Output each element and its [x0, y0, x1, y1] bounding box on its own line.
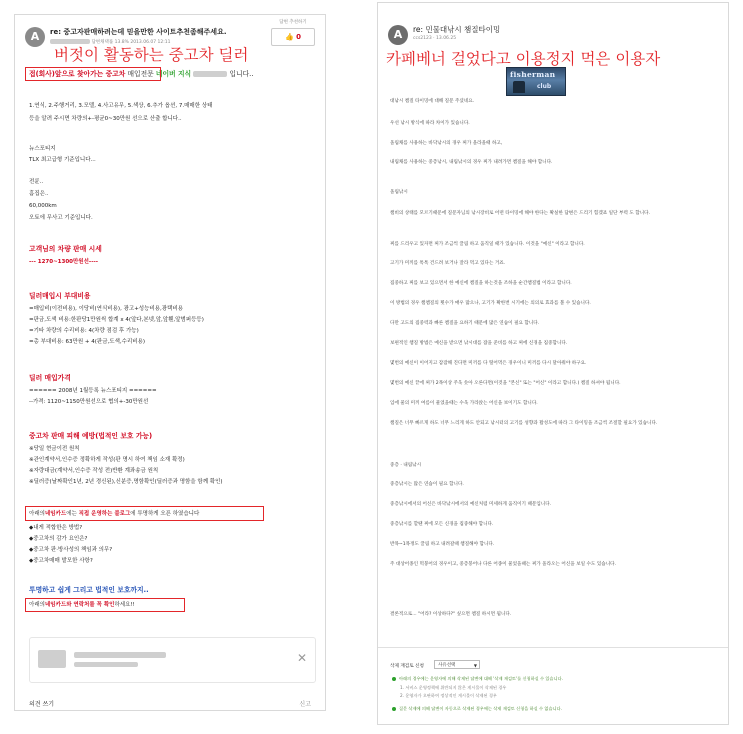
fraud-line: ※관인계약서,인수증 정확하게 작성(판 명시 하여 책임 소재 확정)	[29, 457, 185, 463]
closing-prefix: 아래의	[29, 602, 45, 608]
fisherman-figure-icon	[513, 81, 525, 93]
blurred-photo	[38, 650, 66, 668]
report-link[interactable]: 신고	[299, 701, 311, 708]
blog-bullet: ◆중고차매매 발모한 사항?	[29, 558, 93, 564]
divider	[378, 647, 728, 648]
cost-line: =매입비(이전비용), 이당비(연식비용), 광고+성능비용,광택비용	[29, 306, 184, 312]
answer-title: re: 민물대낚시 챔질타이밍	[413, 25, 501, 34]
left-answer-panel	[14, 14, 326, 711]
section-heading: 고객님의 차량 판매 시세	[29, 245, 102, 253]
cost-line: =기타 차량의 수리비용: 4(차량 점검 후 가능)	[29, 328, 139, 334]
blurred-info	[74, 662, 138, 667]
delete-note-item: 2. 운영자가 오판하여 정상적인 게시물이 삭제된 경우	[400, 693, 497, 698]
delete-note-item: 1. 서비스 운영정책에 위반되지 않은 게시물이 삭제된 경우	[400, 685, 507, 690]
fraud-line: ※자량대금(계약서,인수증 작성 전)반환 계좌송금 원칙	[29, 468, 159, 474]
para2-line: 흠집은..	[29, 191, 49, 197]
section-heading: 딜러 매입가격	[29, 374, 71, 382]
answer-paragraph: 우선 낚시 방식에 따라 차이가 있습니다.	[390, 121, 470, 126]
answer-paragraph: 주 대상어종인 떡붕어의 경우이고, 중층붕어나 다른 어종이 물었을때는 찌가 올라오는 어신을 보일 수도 있습니다.	[390, 562, 617, 567]
banner-line2: club	[537, 83, 552, 90]
answer-paragraph: 다만 고도의 집중력과 빠른 챔질을 요하기 때문에 많은 연습이 필요 합니다.	[390, 321, 540, 326]
answer-conclusion: 결론적으로... "어라? 이상하다?" 싶으면 챔질 하시면 됩니다.	[390, 612, 512, 617]
answer-paragraph: 중층낚시에서의 어신은 바닥낚시에서의 예신처럼 미세하게 움직이기 때문입니다.	[390, 502, 552, 507]
fraud-line: ※당일 현금이전 원칙	[29, 446, 80, 452]
para2-line: 뉴스포티지	[29, 146, 56, 152]
answer-paragraph: 몇번의 예신 끝에 찌가 2목이상 주욱 솟아 오른다면(이것을 "본신" 또는 "어신" 이라고 합니다.) 챔질 하셔야 됩니다.	[390, 381, 621, 386]
blog-middle: 에는	[66, 511, 77, 517]
blog-bullet: ◆중고차 판·방사성의 책임과 의무?	[29, 547, 113, 553]
right-answer-panel	[377, 2, 729, 725]
answer-subheading: 중층 · 내림낚시	[390, 463, 422, 468]
left-overlay-caption: 버젓이 활동하는 중고차 딜러	[54, 46, 249, 64]
closing-suffix: 하세요!!	[114, 602, 135, 608]
answer-paragraph: 집중하고 찌를 보고 있으면서 한 예신에 챔질을 하는것을 조하을 순간챔질법 이라고 합니다.	[390, 281, 572, 286]
answer-meta: ccs2123 · 13.06.25	[413, 36, 457, 41]
answer-paragraph: 대낚시 챔질 타이밍에 대해 질문 주셨네요.	[390, 99, 475, 104]
cost-line: =판금,도색 비용:한판당1만원씩 합계 x 4(앞다,본넷,앞,앞휀,앞범퍼등등)	[29, 317, 204, 323]
cafe-banner[interactable]	[506, 67, 566, 96]
chevron-down-icon: ▼	[473, 663, 477, 668]
avatar[interactable]: A	[25, 27, 45, 47]
banner-line1: fisherman	[510, 70, 556, 79]
price-line: --가격: 1120~1150만원선으로 협의+-30만원선	[29, 399, 149, 405]
intro-middle: 매입전문	[127, 70, 154, 78]
blog-suffix: 에 투명하게 오픈 하였습니다	[130, 511, 200, 517]
intro-suffix: 입니다..	[229, 70, 254, 78]
delete-note-text: 질문 삭제에 의해 답변이 자동으로 삭제된 경우에는 삭제 재검토 신청을 하실 수 없습니다.	[399, 706, 562, 711]
para1-line: 등을 알려 주시면 차량의+-평균0~30만원 선으로 산출 합니다..	[29, 116, 182, 122]
blurred-name	[74, 652, 166, 658]
like-box	[271, 19, 315, 53]
answer-paragraph: 내림채를 사용하는 중층낚시, 내림낚시의 경우 찌가 내려가면 챔질을 해야 합니다.	[390, 160, 553, 165]
para1-line: 1.연식, 2.주행거리, 3.모델, 4.사고유무, 5.색상, 6.추가 옵션, 7.매매한 상태	[29, 103, 213, 109]
answer-paragraph: 중층낚시는 많은 연습이 필요 합니다.	[390, 482, 464, 487]
like-label: 답변 추천하기	[279, 20, 307, 25]
para2-line: 전륜..	[29, 179, 44, 185]
annotation-box	[25, 506, 264, 521]
answer-meta-text: 답변채택률 13.8% 2013.06.07 12:11	[91, 40, 171, 45]
answer-title: re: 중고자판매하려는데 믿을만한 사이트추천좀해주세요.	[50, 28, 227, 36]
reason-select[interactable]	[434, 660, 480, 669]
delete-note	[392, 676, 563, 682]
answer-paragraph: 입에 물의 미끼 여름이 물었을때는 수욱 가라앉는 어신을 보이기도 합니다.	[390, 401, 538, 406]
para2-line: 60,000km	[29, 203, 57, 209]
blog-bullet: ◆중고차의 감가 요인은?	[29, 536, 88, 542]
customer-price: --- 1270~1300만원선----	[29, 259, 99, 265]
blog-card: 네임카드	[44, 511, 67, 517]
fraud-line: ※딜러증(날짜확인1년, 2년 경신된),신분증,명함확인(딜러증과 명함을 함께 확인)	[29, 479, 223, 485]
right-overlay-caption: 카페베너 걸었다고 이용정지 먹은 이용자	[386, 50, 661, 68]
intro-highlight: 접(회사)앞으로 찾아가는 중고차	[29, 70, 126, 78]
blurred-id	[193, 71, 227, 77]
intro-accent: 네이버 지식	[155, 70, 192, 78]
answer-paragraph: 챔질은 너무 빠르게 하도 너무 느리게 하도 안되고 낚시터의 고기를 성향과 활성도에 따라 그 타이밍을 조금씩 조절할 필요가 있습니다.	[390, 421, 658, 426]
answer-paragraph: 반목~1목정도 끌림 하고 내려갈때 챔질해야 합니다.	[390, 542, 495, 547]
answer-paragraph: 보편적인 챔질 방법은 예신을 받으면 낚시대를 잡을 준비를 하고 찌에 신경을 집중합니다.	[390, 341, 568, 346]
blog-bullet: ◆내게 적합한은 방법?	[29, 525, 83, 531]
comment-link[interactable]: 의견 쓰기	[29, 701, 55, 708]
reason-select-value: 사유선택	[438, 663, 456, 668]
para2-line: TLX 최고급형 기준입니다...	[29, 157, 96, 163]
info-dot-icon	[392, 707, 396, 711]
avatar[interactable]: A	[388, 25, 408, 45]
price-line: ====== 2008년 1월등록 뉴스포티지 ======	[29, 388, 157, 394]
closing-title: 투명하고 쉽게 그리고 법적인 보호까지..	[29, 586, 149, 594]
blog-prefix: 아래의	[29, 511, 45, 517]
section-heading: 딜러매입시 부대비용	[29, 292, 91, 300]
info-dot-icon	[392, 677, 396, 681]
answer-paragraph: 중층낚시를 할땐 찌에 모든 신경을 집중해야 합니다.	[390, 522, 494, 527]
answer-subheading: 올림낚시	[390, 190, 408, 195]
annotation-box	[25, 598, 185, 612]
section-heading: 중고차 판매 피해 예방(법적인 보호 가능)	[29, 432, 153, 440]
answer-paragraph: 몇번의 예신이 이어지고 잠잠해 진다면 미끼를 다 떨어먹은 경우이니 미끼를 다시 달아줘야 하구요.	[390, 361, 587, 366]
like-button[interactable]: 👍 0	[271, 28, 315, 46]
answer-paragraph: 올림채를 사용하는 바닥낚시의 경우 찌가 올라올때 하고,	[390, 141, 503, 146]
author-card[interactable]	[29, 637, 316, 683]
annotation-box	[25, 67, 161, 81]
delete-note	[392, 706, 562, 712]
answer-paragraph: 찌를 드리우고 있자면 찌가 조금씩 끌림 하고 움직일 때가 있습니다. 이것을 "예신" 이라고 합니다.	[390, 242, 585, 247]
answer-paragraph: 고기가 미끼를 톡톡 건드려 보거나 잘라 먹고 있다는 거죠.	[390, 261, 506, 266]
expand-icon[interactable]: ✕	[296, 651, 307, 665]
answer-paragraph: 챔비의 상태를 모르기때문에 질문자님의 낚시장비로 어떤 타이밍에 해야 한다는 확실한 답변은 드리기 힘겠죠 일단 부력 도 합니다.	[390, 211, 651, 216]
blog-emph: 직접 운영하는 블로그	[78, 511, 131, 517]
delete-note-text: 아래의 경우에는 운영자에 의해 삭제된 답변에 대해 '삭제 재검토'를 신청하실 수 있습니다.	[399, 676, 563, 681]
delete-request-label: 삭제 재검토 신청	[390, 664, 424, 669]
closing-emph: 네임카드와 연락처를 꼭 확인	[44, 602, 115, 608]
cost-line: =총 부대비용: 63만원 + 4(판금,도색,수리비용)	[29, 339, 146, 345]
answer-paragraph: 이 방법의 경우 챔챔질의 횟수가 매우 많으나, 고기가 확한번 시기에는 의의로 효과를 볼 수 있습니다.	[390, 301, 591, 306]
para2-line: 오토에 무사고 기준입니다.	[29, 215, 93, 221]
